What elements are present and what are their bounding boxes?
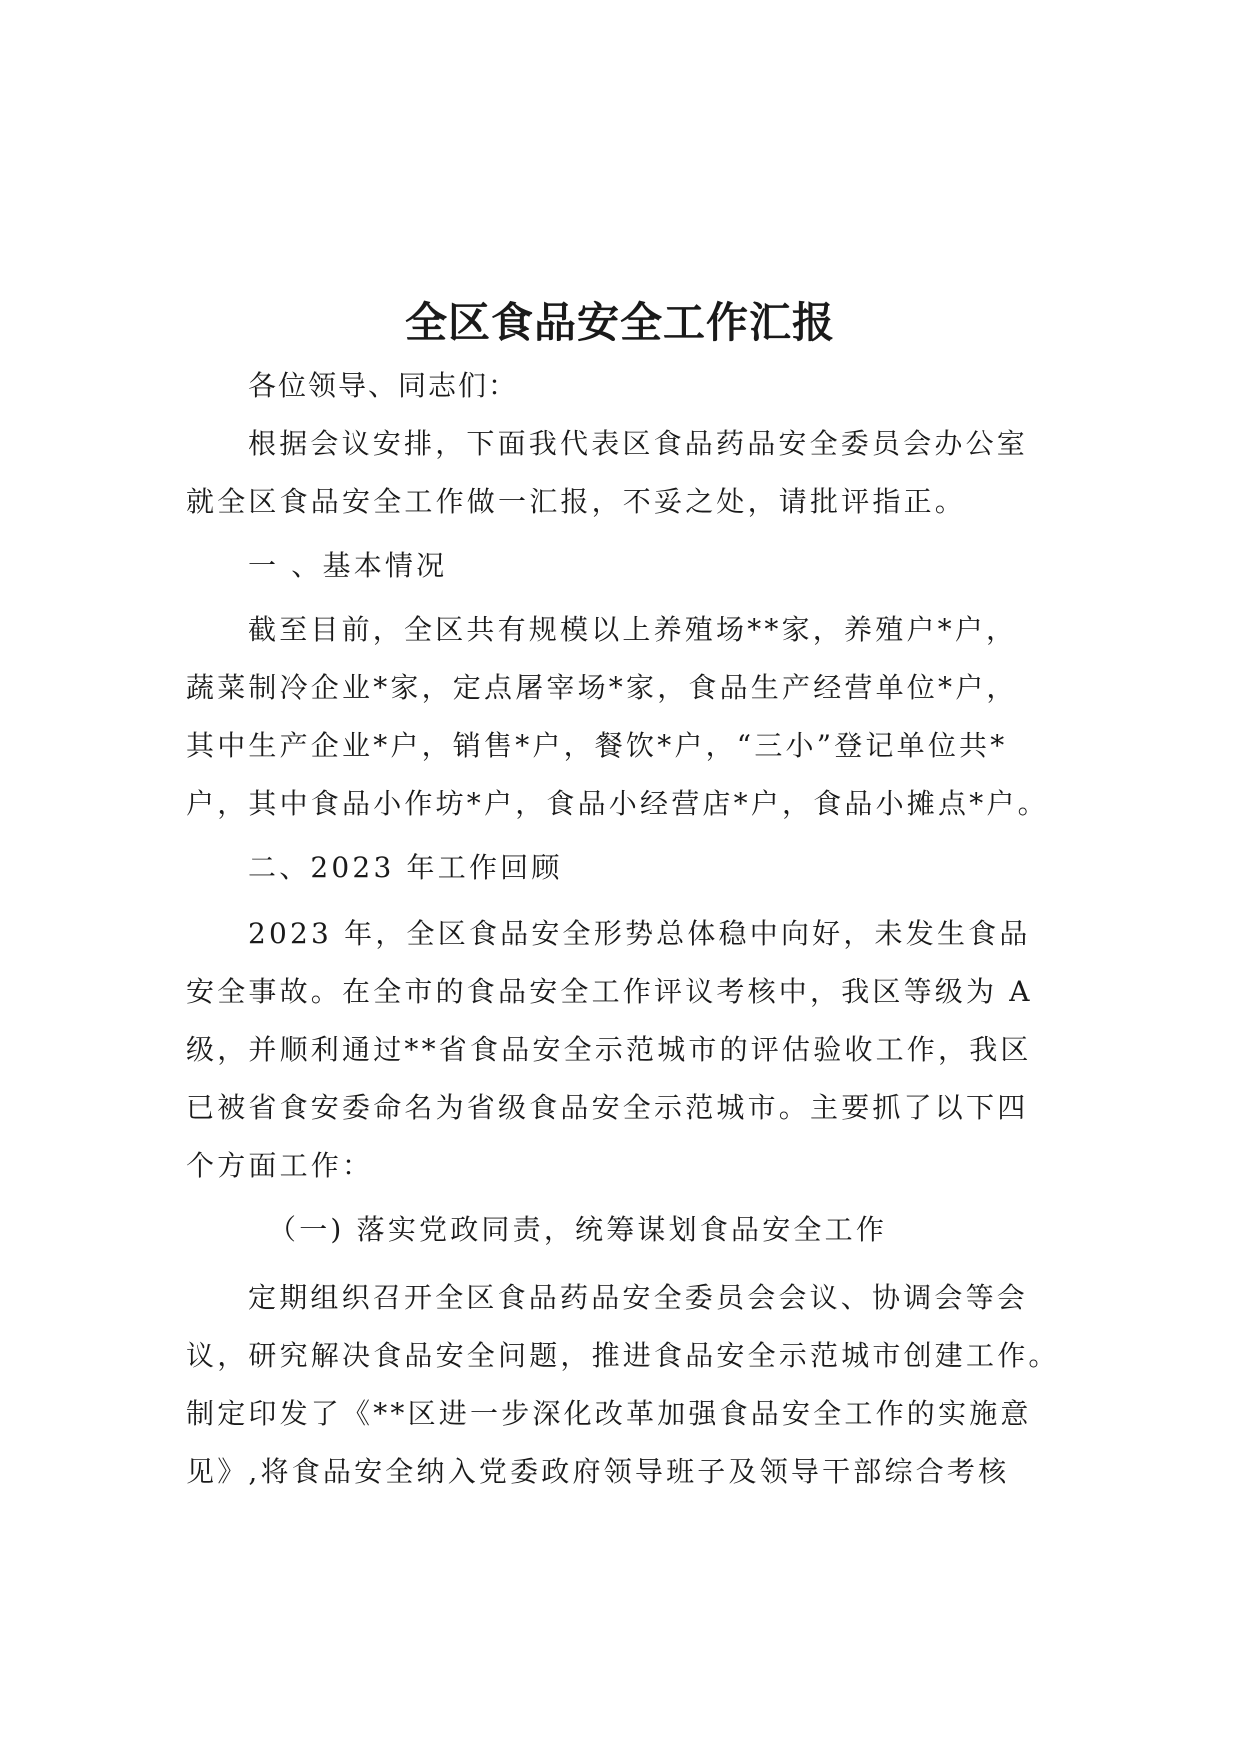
- body-line: 级，并顺利通过**省食品安全示范城市的评估验收工作，我区: [186, 1033, 1032, 1066]
- body-line: 截至目前，全区共有规模以上养殖场**家，养殖户*户，: [248, 613, 1018, 646]
- body-line: 已被省食安委命名为省级食品安全示范城市。主要抓了以下四: [186, 1091, 1029, 1124]
- body-line: 户，其中食品小作坊*户，食品小经营店*户，食品小摊点*户。: [186, 787, 1049, 820]
- salutation: 各位领导、同志们：: [248, 369, 519, 402]
- body-line: 2023 年，全区食品安全形势总体稳中向好，未发生食品: [248, 917, 1031, 950]
- section-heading: 一 、基本情况: [248, 549, 448, 582]
- document-title: 全区食品安全工作汇报: [404, 298, 835, 347]
- body-line: 安全事故。在全市的食品安全工作评议考核中，我区等级为 A: [186, 975, 1033, 1008]
- body-line: 蔬菜制冷企业*家，定点屠宰场*家，食品生产经营单位*户，: [186, 671, 1018, 704]
- intro-line: 根据会议安排，下面我代表区食品药品安全委员会办公室: [248, 427, 1029, 460]
- body-line: 其中生产企业*户，销售*户，餐饮*户，“三小”登记单位共*: [186, 729, 1008, 762]
- intro-line: 就全区食品安全工作做一汇报，不妥之处，请批评指正。: [186, 485, 967, 518]
- body-line: 制定印发了《**区进一步深化改革加强食品安全工作的实施意: [186, 1397, 1032, 1430]
- section-heading: 二、2023 年工作回顾: [248, 851, 563, 884]
- body-line: 见》,将食品安全纳入党委政府领导班子及领导干部综合考核: [186, 1455, 1010, 1488]
- body-line: 定期组织召开全区食品药品安全委员会会议、协调会等会: [248, 1281, 1029, 1314]
- body-line: 议，研究解决食品安全问题，推进食品安全示范城市创建工作。: [186, 1339, 1060, 1372]
- body-line: 个方面工作：: [186, 1149, 374, 1182]
- subsection-heading: （一) 落实党政同责，统筹谋划食品安全工作: [268, 1213, 888, 1246]
